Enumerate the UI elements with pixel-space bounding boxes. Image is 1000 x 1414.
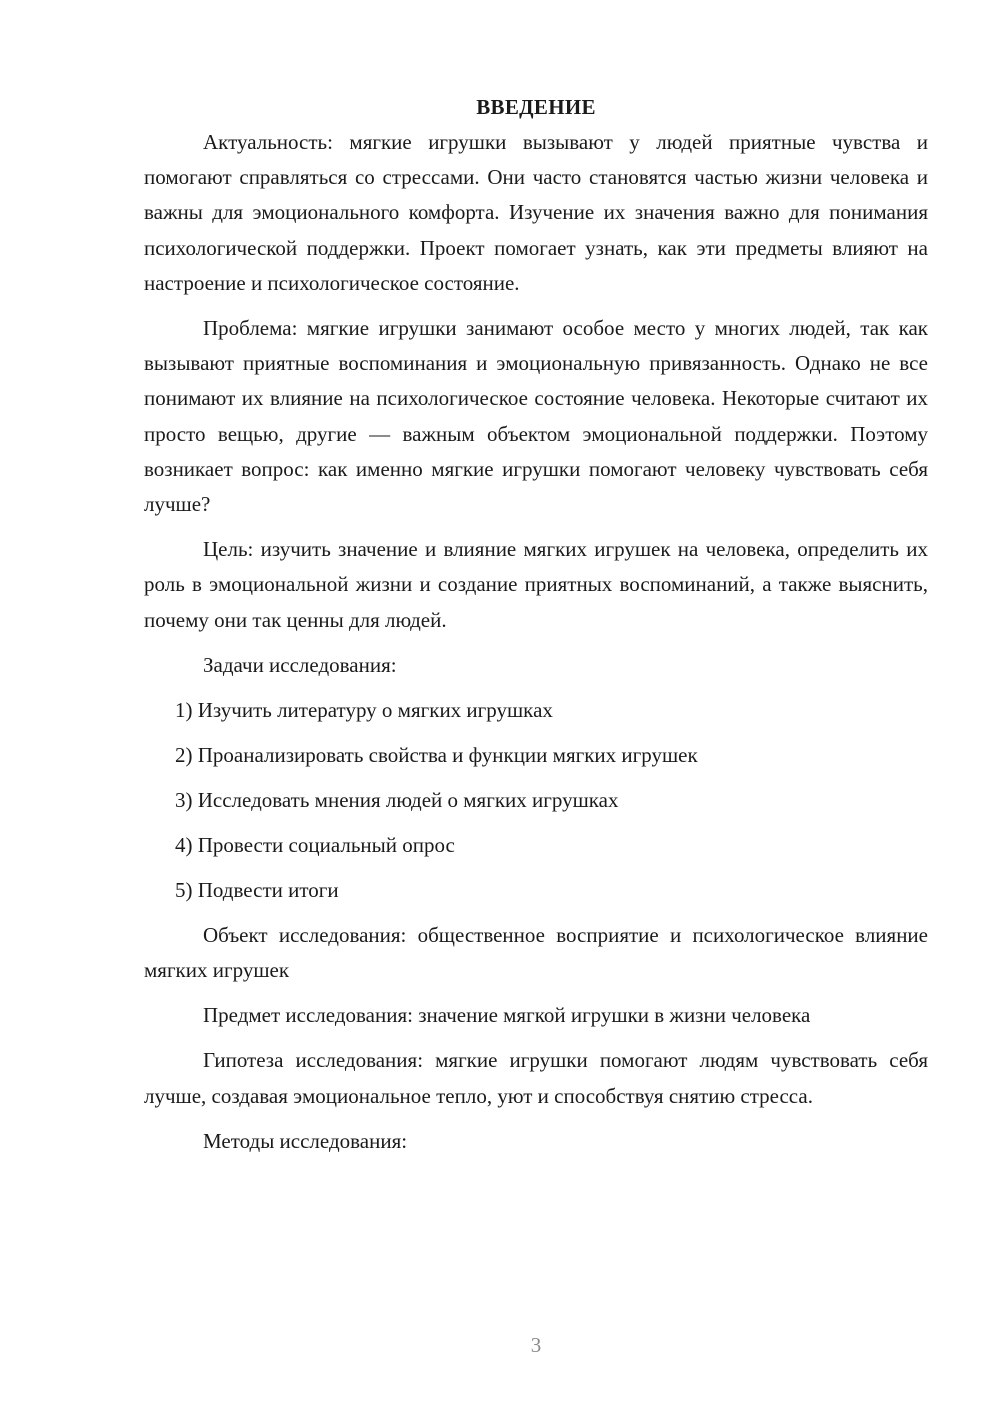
paragraph-research-subject: Предмет исследования: значение мягкой игрушки в жизни человека — [203, 1003, 811, 1028]
task-item: 3) Исследовать мнения людей о мягких игрушках — [175, 787, 619, 812]
task-item: 2) Проанализировать свойства и функции мягких игрушек — [175, 742, 698, 767]
tasks-title: Задачи исследования: — [203, 652, 397, 677]
paragraph-research-object: Объект исследования: общественное восприятие и психологическое влияние мягких игрушек — [144, 922, 928, 983]
paragraph-problem: Проблема: мягкие игрушки занимают особое место у многих людей, так как вызывают приятные воспоминания и эмоциональную привязанность. Однако не все понимают их влияние на психологическое состояние человека. Некоторые считают их просто вещью, другие — важным объектом эмоциональной поддержки. Поэтому возникает вопрос: как именно мягкие игрушки помогают человеку чувствовать себя лучше? — [144, 316, 928, 517]
task-item: 5) Подвести итоги — [175, 877, 339, 902]
tasks-list — [144, 693, 928, 908]
paragraph-relevance: Актуальность: мягкие игрушки вызывают у людей приятные чувства и помогают справляться со стрессами. Они часто становятся частью жизни человека и важны для эмоционального комфорта. Изучение их значения важно для понимания психологической поддержки. Проект помогает узнать, как эти предметы влияют на настроение и психологическое состояние. — [144, 130, 928, 295]
section-heading: ВВЕДЕНИЕ — [476, 95, 596, 119]
document-page — [144, 90, 928, 1169]
task-item: 1) Изучить литературу о мягких игрушках — [175, 697, 553, 722]
paragraph-methods: Методы исследования: — [203, 1128, 408, 1153]
task-item: 4) Провести социальный опрос — [175, 832, 455, 857]
paragraph-hypothesis: Гипотеза исследования: мягкие игрушки помогают людям чувствовать себя лучше, создавая эмоциональное тепло, уют и способствуя снятию стресса. — [144, 1048, 928, 1108]
paragraph-goal: Цель: изучить значение и влияние мягких игрушек на человека, определить их роль в эмоциональной жизни и создание приятных воспоминаний, а также выяснить, почему они так ценны для людей. — [144, 537, 928, 632]
page-number: 3 — [530, 1333, 542, 1357]
